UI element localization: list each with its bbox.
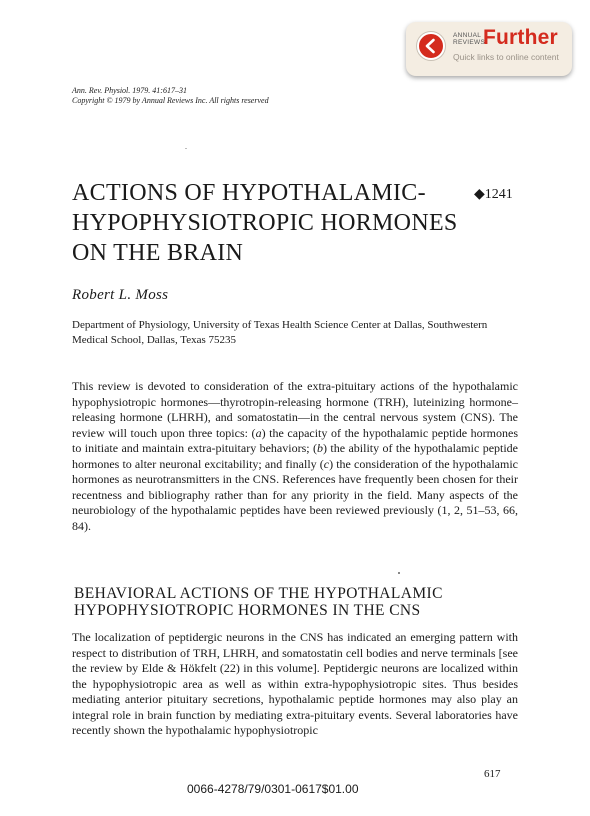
journal-citation: Ann. Rev. Physiol. 1979. 41:617–31 xyxy=(72,86,187,95)
reference-number: ◆1241 xyxy=(474,187,513,202)
intro-text: ) the ability of the hypothalamic peptide hormones to alter neuronal excitability; and finally ( xyxy=(72,441,519,471)
citation-block xyxy=(72,86,269,106)
author-affiliation: Department of Physiology, University of Texas Health Science Center at Dallas, Southwestern Medical School, Dallas, Texas 75235 xyxy=(72,319,488,346)
topic-letter: a xyxy=(255,425,262,440)
intro-text: ) the consideration of the hypothalamic hormones as neurotransmitters in the CNS. References have frequently been chosen for their recentness and bibliography rather than for any priority in the field. Many aspects of the neurobiology of the hypothalamic peptides have been reviewed previously (1, 2, 51–53, 66, 84). xyxy=(72,456,518,533)
section-paragraph: The localization of peptidergic neurons in the CNS has indicated an emerging pattern with respect to distribution of TRH, LHRH, and somatostatin cell bodies and nerve terminals [see the review by Elde & Hökfelt (22) in this volume]. Peptidergic neurons are localized within the hypophysiotropic area as well as within extra-hypophysiotropic sites. Thus besides mediating anterior pituitary secretions, hypothalamic peptide hormones may also play an integral role in brain function by mediating extra-pituitary events. Several laboratories have recently shown the hypothalamic hypophysiotropic xyxy=(72,630,518,737)
title-line: ON THE BRAIN xyxy=(72,240,244,266)
topic-letter: b xyxy=(317,441,323,455)
title-line: HYPOPHYSIOTROPIC HORMONES xyxy=(72,210,458,236)
scan-speck xyxy=(398,572,400,574)
copyright-notice: Copyright © 1979 by Annual Reviews Inc. All rights reserved xyxy=(72,96,269,105)
badge-further-label[interactable]: Further xyxy=(483,26,558,49)
topic-letter: c xyxy=(323,456,330,471)
section-heading: BEHAVIORAL ACTIONS OF THE HYPOTHALAMIC HYPOPHYSIOTROPIC HORMONES IN THE CNS xyxy=(74,585,443,619)
scan-speck xyxy=(185,148,187,149)
article-title xyxy=(72,178,472,268)
badge-annual-reviews-label: ANNUAL REVIEWS xyxy=(453,32,486,46)
author-name: Robert L. Moss xyxy=(72,287,169,303)
page-number: 617 xyxy=(484,768,501,780)
intro-text: This review is devoted to consideration of the extra-pituitary actions of the hypothalamic hypophysiotropic hormones—thyrotropin-releasing hormone (TRH), luteinizing hormone–releasing hormone (LHRH), and somatostatin—in the central nervous system (CNS). The review will touch upon three topics: ( xyxy=(72,379,518,440)
badge-subtitle: Quick links to online content xyxy=(453,52,559,62)
play-icon xyxy=(417,32,445,60)
intro-paragraph xyxy=(72,379,518,534)
intro-text: ) the capacity of the hypothalamic peptide hormones to initiate and maintain extra-pituitary behaviors; ( xyxy=(72,425,519,455)
annual-reviews-further-badge[interactable] xyxy=(406,22,572,76)
title-line: ACTIONS OF HYPOTHALAMIC- xyxy=(72,180,426,206)
article-code: 0066-4278/79/0301-0617$01.00 xyxy=(187,782,359,796)
